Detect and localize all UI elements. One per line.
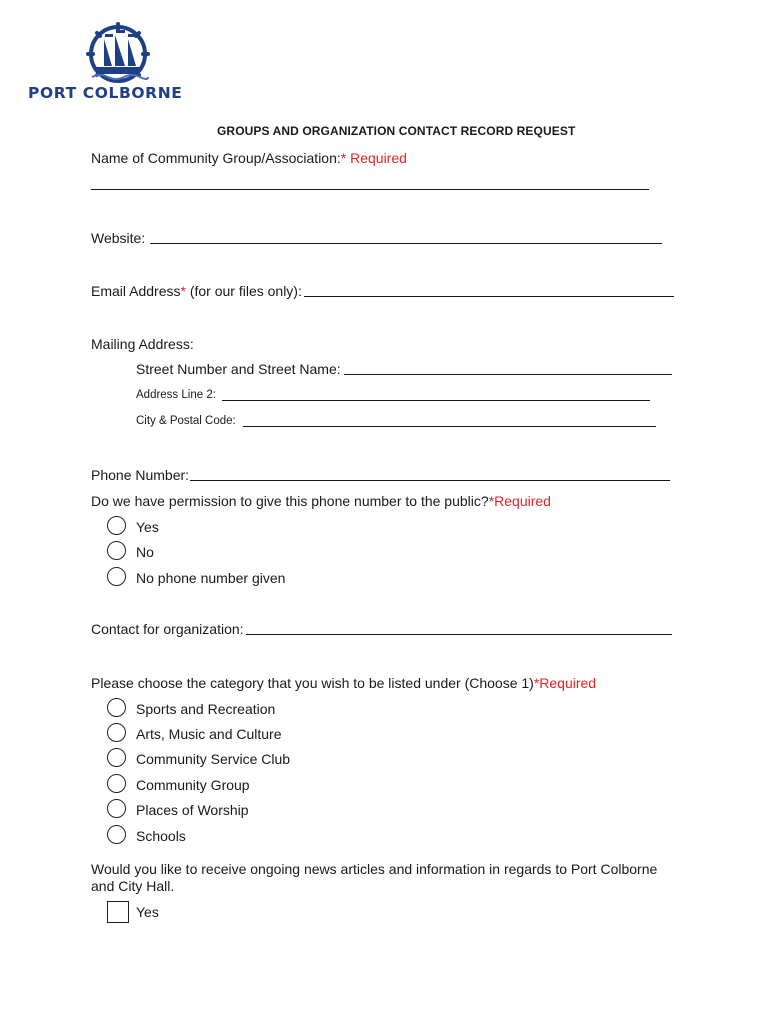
checkbox-news-yes[interactable] — [107, 901, 129, 923]
category-question-text: Please choose the category that you wish to be listed under (Choose 1) — [91, 675, 534, 691]
radio-places-of-worship[interactable] — [107, 799, 126, 818]
street-field[interactable] — [344, 362, 672, 375]
contact-field[interactable] — [246, 622, 672, 635]
option-label: No phone number given — [136, 570, 286, 586]
website-label: Website: — [91, 230, 146, 246]
website-field[interactable] — [150, 231, 662, 244]
radio-sports-recreation[interactable] — [107, 698, 126, 717]
group-name-field[interactable] — [91, 177, 649, 190]
radio-community-group[interactable] — [107, 774, 126, 793]
option-label: Community Service Club — [136, 751, 291, 767]
email-label: Email Address — [91, 283, 181, 299]
news-question-line2: and City Hall. — [91, 878, 175, 894]
category-required: *Required — [533, 675, 597, 691]
radio-phone-no[interactable] — [107, 541, 126, 560]
email-note: (for our files only): — [189, 283, 302, 299]
phone-field[interactable] — [190, 468, 670, 481]
category-question — [91, 674, 596, 692]
phone-permission-required: *Required — [488, 493, 551, 509]
city-postal-field[interactable] — [243, 414, 656, 427]
group-name-label: Name of Community Group/Association: — [91, 150, 341, 166]
radio-community-service-club[interactable] — [107, 748, 126, 767]
ship-wheel-logo-icon — [26, 22, 216, 84]
logo-text: PORT COLBORNE — [28, 84, 183, 102]
option-label: Sports and Recreation — [136, 701, 276, 717]
option-label: Community Group — [136, 777, 250, 793]
option-label: Yes — [136, 904, 159, 920]
logo — [26, 22, 216, 102]
group-name-label-row — [91, 149, 407, 167]
email-required-indicator: * — [180, 283, 186, 299]
radio-arts-music-culture[interactable] — [107, 723, 126, 742]
option-label: Arts, Music and Culture — [136, 726, 282, 742]
radio-phone-yes[interactable] — [107, 516, 126, 535]
required-indicator: * Required — [340, 150, 407, 166]
street-label: Street Number and Street Name: — [136, 361, 341, 377]
phone-label: Phone Number: — [91, 467, 190, 483]
mailing-address-label: Mailing Address: — [91, 336, 194, 352]
news-question-line1: Would you like to receive ongoing news articles and information in regards to Port Colborne — [91, 861, 658, 877]
phone-permission-question — [91, 492, 551, 510]
option-label: Yes — [136, 519, 159, 535]
contact-label: Contact for organization: — [91, 621, 244, 637]
address-line-2-label: Address Line 2: — [136, 389, 216, 401]
option-label: No — [136, 544, 154, 560]
phone-permission-text: Do we have permission to give this phone number to the public? — [91, 493, 489, 509]
option-label: Schools — [136, 828, 186, 844]
radio-phone-none[interactable] — [107, 567, 126, 586]
email-field[interactable] — [304, 284, 674, 297]
radio-schools[interactable] — [107, 825, 126, 844]
option-label: Places of Worship — [136, 802, 249, 818]
city-postal-label: City & Postal Code: — [136, 415, 236, 427]
address-line-2-field[interactable] — [222, 388, 650, 401]
website-row — [91, 229, 145, 247]
email-row — [91, 282, 302, 300]
form-title: GROUPS AND ORGANIZATION CONTACT RECORD REQUEST — [217, 124, 576, 138]
